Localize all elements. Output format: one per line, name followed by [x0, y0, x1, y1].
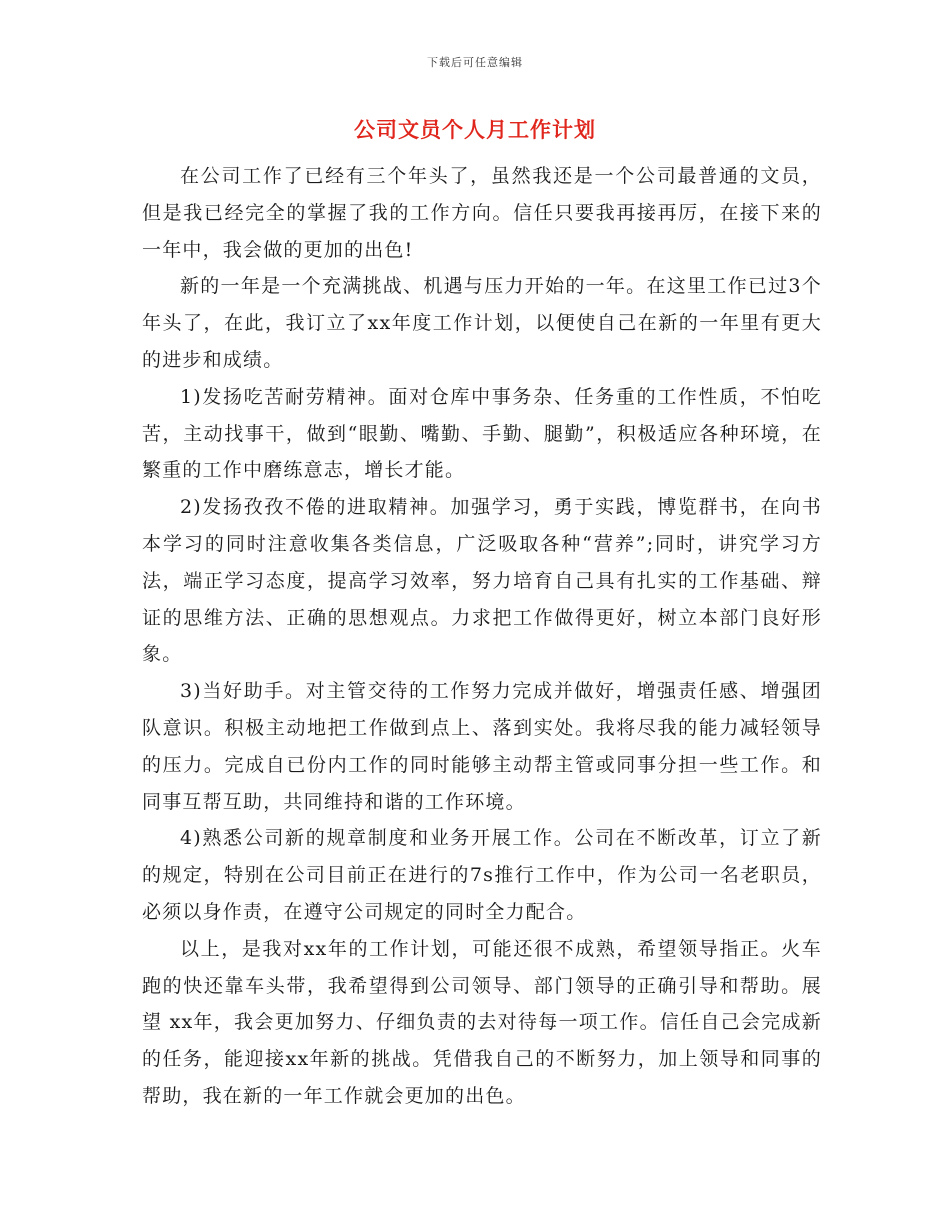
paragraph-1: 在公司工作了已经有三个年头了，虽然我还是一个公司最普通的文员，但是我已经完全的掌握了我的工作方向。信任只要我再接再厉，在接下来的一年中，我会做的更加的出色!	[142, 165, 822, 261]
paragraph-6: 4)熟悉公司新的规章制度和业务开展工作。公司在不断改革，订立了新的规定，特别在公司目前正在进行的7s推行工作中，作为公司一名老职员，必须以身作责，在遵守公司规定的同时全力配合。	[142, 827, 822, 923]
paragraph-2: 新的一年是一个充满挑战、机遇与压力开始的一年。在这里工作已过3个年头了，在此，我订立了xx年度工作计划，以便使自己在新的一年里有更大的进步和成绩。	[142, 275, 822, 371]
paragraph-4: 2)发扬孜孜不倦的进取精神。加强学习，勇于实践，博览群书，在向书本学习的同时注意收集各类信息，广泛吸取各种“营养”;同时，讲究学习方法，端正学习态度，提高学习效率，努力培育自己具有扎实的工作基础、辩证的思维方法、正确的思想观点。力求把工作做得更好，树立本部门良好形象。	[142, 496, 822, 666]
document-body	[142, 158, 822, 1115]
paragraph-5: 3)当好助手。对主管交待的工作努力完成并做好，增强责任感、增强团队意识。积极主动地把工作做到点上、落到实处。我将尽我的能力减轻领导的压力。完成自已份内工作的同时能够主动帮主管或同事分担一些工作。和同事互帮互助，共同维持和谐的工作环境。	[142, 680, 822, 813]
document-title: 公司文员个人月工作计划	[354, 117, 596, 142]
header-note: 下载后可任意编辑	[427, 56, 523, 69]
paragraph-3: 1)发扬吃苦耐劳精神。面对仓库中事务杂、任务重的工作性质，不怕吃苦，主动找事干，做到“眼勤、嘴勤、手勤、腿勤”，积极适应各种环境，在繁重的工作中磨练意志，增长才能。	[142, 385, 822, 482]
paragraph-7: 以上，是我对xx年的工作计划，可能还很不成熟，希望领导指正。火车跑的快还靠车头带，我希望得到公司领导、部门领导的正确引导和帮助。展望 xx年，我会更加努力、仔细负责的去对待每一项工作。信任自己会完成新的任务，能迎接xx年新的挑战。凭借我自己的不断努力，加上领导和同事的帮助，我在新的一年工作就会更加的出色。	[142, 937, 822, 1107]
